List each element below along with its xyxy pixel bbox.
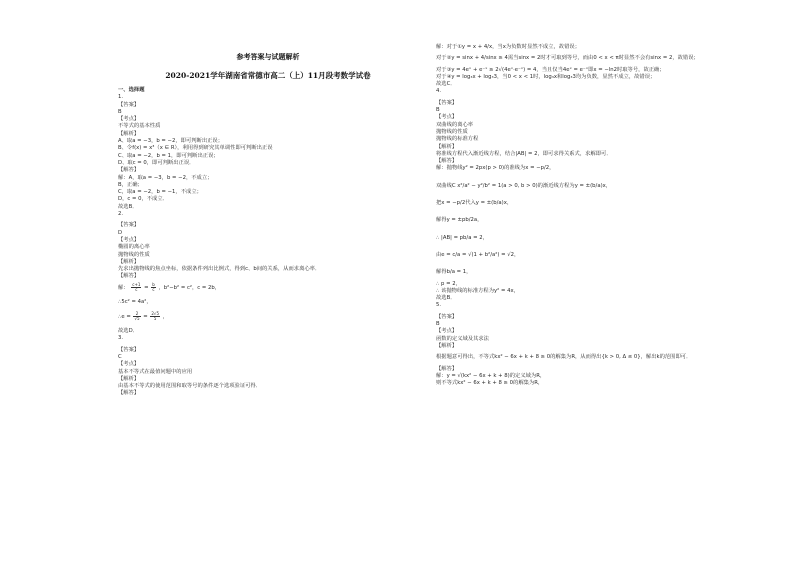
text-line: 5. — [436, 302, 442, 309]
text-line: 函数的定义域及其求法 — [436, 335, 489, 342]
text-line: 1. — [118, 94, 124, 101]
math-suffix: ，b²−b² = c²，c = 2b， — [158, 284, 221, 291]
text-line: 故选C． — [436, 81, 456, 88]
right-column — [436, 44, 736, 387]
text-line: 【答案】 — [118, 346, 140, 353]
text-line: 【解析】 — [118, 375, 140, 382]
text-line: 【考点】 — [118, 236, 140, 243]
text-line: 【答案】 — [118, 222, 140, 229]
text-line: 对于②y = sinx + 4/sinx ≥ 4需当sinx = 2时才可取到等号，而由0 < x < π时显然不会有sinx = 2，故错误； — [436, 55, 699, 62]
text-line: 【解析】 — [118, 130, 140, 137]
text-line: 【解答】 — [118, 273, 140, 280]
text-line: 基本不等式在最值问题中的应用 — [118, 368, 193, 375]
text-line: 对于④y = log₃x + log₃3，当0 < x < 1时，log₃x和log₃3均为负数，显然不成立，故错误； — [436, 73, 656, 80]
text-line: 则不等式kx² − 6x + k + 8 ≥ 0的解集为R， — [436, 380, 544, 387]
text-line: D、取c = 0，即可判断出正误． — [118, 159, 195, 166]
text-line: B，正确； — [118, 181, 143, 188]
text-line: 解：y = √(kx² − 6x + k + 8)的定义域为R， — [436, 372, 546, 379]
equals-sign: = — [144, 284, 151, 291]
fraction-num: 2 — [133, 312, 140, 317]
text-line: 解得b/a = 1， — [436, 269, 472, 276]
text-line: 【解答】 — [118, 390, 140, 397]
text-line: 【解答】 — [436, 158, 458, 165]
math-suffix: ， — [162, 314, 168, 321]
text-line: ∴ p = 2， — [436, 280, 461, 287]
text-line: B — [436, 107, 440, 114]
text-line: C — [118, 353, 122, 360]
text-line: D — [118, 229, 123, 236]
text-line: 双曲线C x²/a² − y²/b² = 1(a > 0, b > 0)的渐近线方程为y = ±(b/a)x， — [436, 182, 612, 189]
text-line: 【解析】 — [436, 143, 458, 150]
fraction-den: c — [135, 286, 138, 292]
text-line: 【解答】 — [118, 167, 140, 174]
text-line: 抛物线的标准方程 — [436, 136, 479, 143]
text-line: 3. — [118, 335, 124, 342]
text-line: 【考点】 — [436, 114, 458, 121]
text-line: ∴ |AB| = pb/a = 2， — [436, 234, 488, 241]
fraction-den: c — [152, 286, 155, 292]
left-column — [118, 52, 418, 398]
fraction-num: 2√5 — [151, 311, 159, 317]
text-line: 【解析】 — [118, 258, 140, 265]
text-line: 【答案】 — [436, 313, 458, 320]
fraction — [151, 283, 156, 292]
text-line: 由e = c/a = √(1 + b²/a²) = √2， — [436, 251, 520, 258]
doc-title: 参考答案与试题解析 — [236, 52, 300, 61]
fraction — [133, 312, 140, 321]
text-line: 不等式的基本性质 — [118, 123, 161, 130]
text-line: 抛物线的性质 — [436, 128, 468, 135]
fraction-den: √5 — [134, 316, 140, 322]
text-line: 解得y = ±pb/2a， — [436, 217, 483, 224]
text-line: 把x = −p/2代入y = ±(b/a)x， — [436, 200, 513, 207]
text-line: B、令f(x) = x³（x ∈ R），利用得到研究其单调性即可判断出正误 — [118, 145, 273, 152]
text-line: B — [436, 321, 440, 328]
text-line: 【考点】 — [118, 361, 140, 368]
text-line: 【解答】 — [436, 365, 458, 372]
text-line: C、取a = −2，b = 1，即可判断出正误； — [118, 152, 219, 159]
text-line: D，c = 0，不成立． — [118, 196, 168, 203]
fraction-num: b — [152, 281, 155, 287]
text-line: 故选B． — [118, 203, 138, 210]
text-line: 4. — [436, 88, 442, 95]
text-line: 双曲线的离心率 — [436, 121, 474, 128]
text-line: 【考点】 — [436, 328, 458, 335]
text-line: 先求出抛物线的焦点坐标，依据条件列出比例式，得到c、b间的关系，从而求离心率． — [118, 266, 321, 273]
text-line: 2. — [118, 211, 124, 218]
doc-subtitle: 2020-2021学年湖南省常德市高二（上）11月段考数学试卷 — [165, 71, 371, 80]
math-line — [118, 281, 418, 295]
text-line: B — [118, 108, 122, 115]
text-line: 对于③y = 4eˣ + e⁻ˣ ≥ 2√(4eˣ·e⁻ˣ) = 4，当且仅当4eˣ = e⁻ˣ即x = −ln2时取等号，故正确； — [436, 66, 665, 73]
fraction-den: 5 — [153, 316, 157, 322]
text-line: C，取a = −2，b = −1，不成立； — [118, 189, 202, 196]
text-line: 【考点】 — [118, 116, 140, 123]
fraction-num: c+1 — [132, 281, 141, 287]
section-heading: 一、选择题 — [118, 87, 145, 93]
text-line: 故选B． — [436, 295, 456, 302]
fraction — [150, 312, 160, 321]
text-line: 解：抛物线y² = 2px(p > 0)的准线为x = −p/2， — [436, 165, 555, 172]
math-prefix: 解： — [118, 284, 129, 291]
math-line — [118, 310, 418, 324]
equals-sign: = — [143, 314, 150, 321]
text-line: 由基本不等式的使用范围和取等号的条件逐个选项验证可得． — [118, 383, 262, 390]
fraction — [131, 283, 141, 292]
text-line: A、取a = −3，b = −2，即可判断出正误； — [118, 138, 224, 145]
text-line: 将准线方程代入渐近线方程，结合|AB| = 2，即可求得关系式，求解即可． — [436, 150, 612, 157]
text-line: 椭圆的离心率 — [118, 244, 150, 251]
text-line: ∴5c² = 4a²， — [118, 298, 152, 305]
text-line: 故选D． — [118, 328, 138, 335]
text-line: 【答案】 — [118, 101, 140, 108]
math-prefix: ∴e = — [118, 314, 133, 321]
text-line: 解：对于①y = x + 4/x，当x为负数时显然不成立，故错误； — [436, 44, 580, 50]
text-line: 【答案】 — [436, 99, 458, 106]
text-line: 根据题意可得出，不等式kx² − 6x + k + 8 ≥ 0的解集为R，从而得出{k > 0, Δ ≤ 0}，解出k的范围即可． — [436, 354, 692, 361]
text-line: 解：A，取a = −3，b = −2，不成立； — [118, 174, 213, 181]
text-line: 抛物线的性质 — [118, 251, 150, 258]
text-line: ∴ 该抛物线的标准方程为y² = 4x， — [436, 287, 519, 294]
text-line: 【解析】 — [436, 342, 458, 349]
